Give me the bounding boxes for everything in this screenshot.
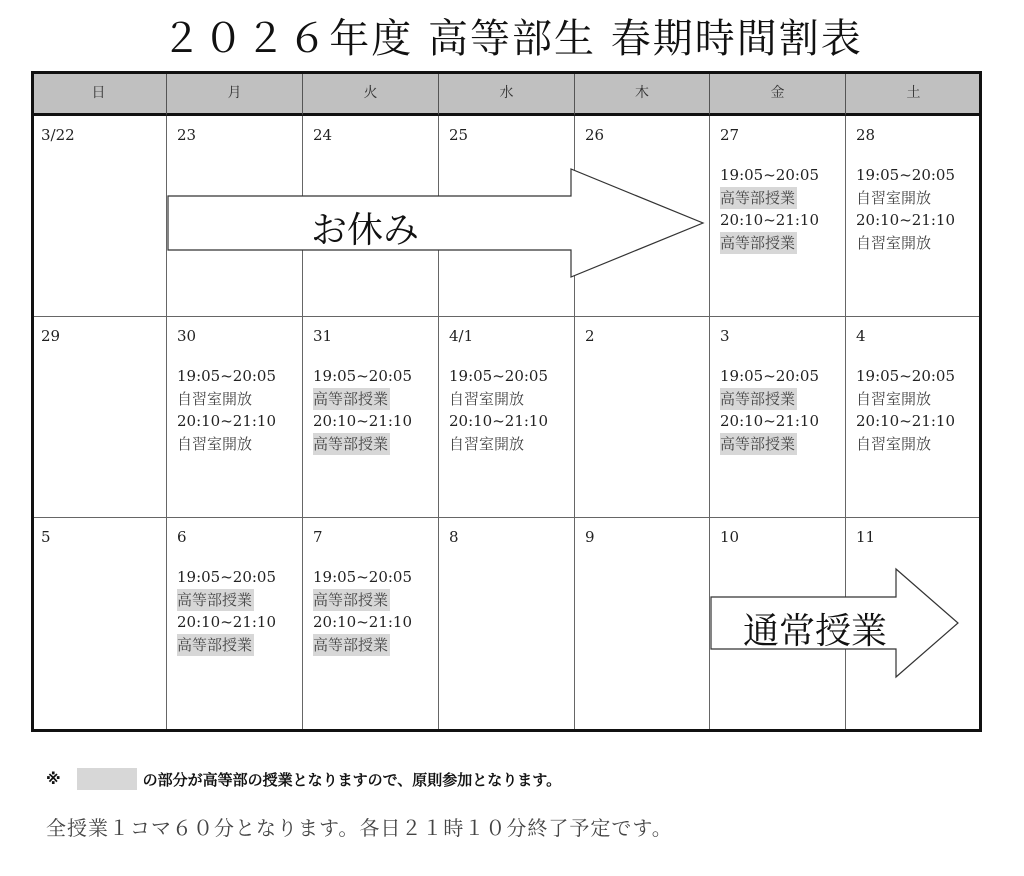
day-cell bbox=[31, 116, 167, 317]
day-date: 6 bbox=[177, 528, 187, 546]
time-slot: 19:05~20:05 bbox=[313, 367, 413, 385]
time-slot: 19:05~20:05 bbox=[313, 568, 413, 586]
day-cell bbox=[575, 317, 710, 518]
time-slot: 19:05~20:05 bbox=[856, 367, 956, 385]
calendar-grid bbox=[31, 71, 982, 732]
class-session: 高等部授業 bbox=[177, 634, 254, 657]
study-room-open: 自習室開放 bbox=[449, 434, 525, 453]
day-date: 4 bbox=[856, 327, 866, 345]
day-date: 7 bbox=[313, 528, 323, 546]
weekday-header: 金 bbox=[710, 71, 846, 116]
weekday-header: 日 bbox=[31, 71, 167, 116]
time-slot: 19:05~20:05 bbox=[177, 367, 277, 385]
day-date: 28 bbox=[856, 126, 876, 144]
time-slot: 20:10~21:10 bbox=[313, 412, 413, 430]
study-room-open: 自習室開放 bbox=[856, 434, 932, 453]
day-schedule bbox=[856, 164, 955, 254]
day-cell bbox=[303, 518, 439, 732]
weekday-header: 木 bbox=[575, 71, 710, 116]
day-date: 3 bbox=[720, 327, 730, 345]
study-room-open: 自習室開放 bbox=[177, 434, 253, 453]
time-slot: 20:10~21:10 bbox=[856, 211, 956, 229]
note-marker: ※ bbox=[46, 770, 61, 788]
holiday-arrow-label: お休み bbox=[311, 210, 420, 251]
day-cell bbox=[303, 317, 439, 518]
weekday-header: 月 bbox=[167, 71, 303, 116]
weekday-header: 水 bbox=[439, 71, 575, 116]
day-date: 26 bbox=[585, 126, 605, 144]
time-slot: 20:10~21:10 bbox=[856, 412, 956, 430]
class-session: 高等部授業 bbox=[313, 433, 390, 456]
class-session: 高等部授業 bbox=[313, 589, 390, 612]
day-date: 11 bbox=[856, 528, 876, 546]
day-cell bbox=[31, 317, 167, 518]
class-session: 高等部授業 bbox=[313, 388, 390, 411]
weekday-header: 土 bbox=[846, 71, 982, 116]
study-room-open: 自習室開放 bbox=[856, 233, 932, 252]
day-schedule bbox=[720, 365, 819, 455]
day-date: 8 bbox=[449, 528, 459, 546]
holiday-arrow bbox=[167, 167, 743, 279]
day-date: 24 bbox=[313, 126, 333, 144]
day-cell bbox=[439, 317, 575, 518]
time-slot: 20:10~21:10 bbox=[177, 412, 277, 430]
day-cell bbox=[31, 518, 167, 732]
time-slot: 19:05~20:05 bbox=[177, 568, 277, 586]
day-cell bbox=[439, 518, 575, 732]
day-schedule bbox=[177, 365, 276, 455]
time-slot: 19:05~20:05 bbox=[449, 367, 549, 385]
time-slot: 20:10~21:10 bbox=[177, 613, 277, 631]
study-room-open: 自習室開放 bbox=[856, 389, 932, 408]
regular-class-arrow-label: 通常授業 bbox=[743, 611, 888, 652]
study-room-open: 自習室開放 bbox=[449, 389, 525, 408]
duration-note: 全授業１コマ６０分となります。各日２１時１０分終了予定です。 bbox=[46, 816, 673, 840]
time-slot: 20:10~21:10 bbox=[449, 412, 549, 430]
weekday-header: 火 bbox=[303, 71, 439, 116]
day-date: 2 bbox=[585, 327, 595, 345]
time-slot: 20:10~21:10 bbox=[720, 211, 820, 229]
highlight-note-text: の部分が高等部の授業となりますので、原則参加となります。 bbox=[142, 770, 562, 789]
class-session: 高等部授業 bbox=[720, 388, 797, 411]
day-date: 29 bbox=[41, 327, 61, 345]
highlight-swatch bbox=[77, 768, 137, 790]
day-date: 5 bbox=[41, 528, 51, 546]
time-slot: 19:05~20:05 bbox=[856, 166, 956, 184]
day-date: 10 bbox=[720, 528, 740, 546]
highlight-note bbox=[46, 768, 561, 790]
day-date: 23 bbox=[177, 126, 197, 144]
class-session: 高等部授業 bbox=[177, 589, 254, 612]
page-title: ２０２６年度 高等部生 春期時間割表 bbox=[161, 16, 863, 62]
day-cell bbox=[710, 317, 846, 518]
day-schedule bbox=[313, 365, 412, 455]
day-cell bbox=[846, 317, 982, 518]
day-date: 4/1 bbox=[449, 327, 474, 345]
day-date: 9 bbox=[585, 528, 595, 546]
day-schedule bbox=[177, 566, 276, 656]
study-room-open: 自習室開放 bbox=[177, 389, 253, 408]
day-date: 27 bbox=[720, 126, 740, 144]
time-slot: 20:10~21:10 bbox=[313, 613, 413, 631]
day-schedule bbox=[856, 365, 955, 455]
time-slot: 20:10~21:10 bbox=[720, 412, 820, 430]
day-schedule bbox=[313, 566, 412, 656]
day-cell bbox=[167, 317, 303, 518]
class-session: 高等部授業 bbox=[720, 433, 797, 456]
day-date: 30 bbox=[177, 327, 197, 345]
day-date: 31 bbox=[313, 327, 333, 345]
time-slot: 19:05~20:05 bbox=[720, 367, 820, 385]
day-date: 25 bbox=[449, 126, 469, 144]
class-session: 高等部授業 bbox=[720, 187, 797, 210]
day-date: 3/22 bbox=[41, 126, 75, 144]
day-cell bbox=[167, 518, 303, 732]
class-session: 高等部授業 bbox=[313, 634, 390, 657]
day-schedule bbox=[449, 365, 548, 455]
study-room-open: 自習室開放 bbox=[856, 188, 932, 207]
day-cell bbox=[575, 518, 710, 732]
class-session: 高等部授業 bbox=[720, 232, 797, 255]
day-cell bbox=[846, 116, 982, 317]
time-slot: 19:05~20:05 bbox=[720, 166, 820, 184]
